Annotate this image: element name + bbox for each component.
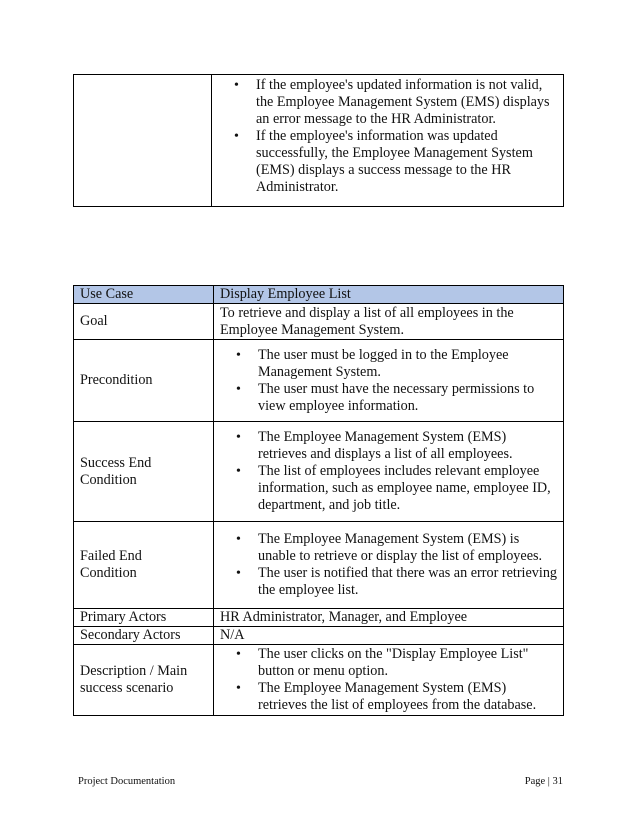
row-use-case: [74, 286, 564, 304]
row-success-end: [74, 422, 564, 522]
footer-title: Project Documentation: [78, 776, 176, 787]
bullet-item: • The user must be logged in to the Employee Management System.: [258, 347, 557, 381]
bullet-item: • The user must have the necessary permissions to view employee information.: [258, 381, 557, 415]
use-case-table: [73, 285, 564, 716]
value-description: [214, 645, 564, 716]
bullet-item: • If the employee's updated information is not valid, the Employee Management System (EMS) displays an error message to the HR Administrator.: [256, 77, 557, 128]
continued-row: [74, 75, 564, 207]
bullet-item: • The Employee Management System (EMS) retrieves the list of employees from the database.: [258, 680, 557, 714]
label-success-end: Success End Condition: [74, 422, 214, 522]
row-secondary-actors: [74, 627, 564, 645]
value-goal: To retrieve and display a list of all employees in the Employee Management System.: [214, 304, 564, 340]
bullet-item: • The user is notified that there was an error retrieving the employee list.: [258, 565, 557, 599]
bullet-item: • The Employee Management System (EMS) is unable to retrieve or display the list of employees.: [258, 531, 557, 565]
row-precondition: [74, 340, 564, 422]
label-use-case: Use Case: [74, 286, 214, 304]
label-primary-actors: Primary Actors: [74, 609, 214, 627]
row-primary-actors: [74, 609, 564, 627]
row-failed-end: [74, 522, 564, 609]
row-description: [74, 645, 564, 716]
label-secondary-actors: Secondary Actors: [74, 627, 214, 645]
label-goal: Goal: [74, 304, 214, 340]
label-description: Description / Main success scenario: [74, 645, 214, 716]
value-precondition: [214, 340, 564, 422]
value-secondary-actors: N/A: [214, 627, 564, 645]
label-failed-end: Failed End Condition: [74, 522, 214, 609]
page-number: Page | 31: [524, 776, 563, 787]
value-failed-end: [214, 522, 564, 609]
bullet-item: • The user clicks on the "Display Employee List" button or menu option.: [258, 646, 557, 680]
continued-table: [73, 74, 564, 207]
empty-cell: [74, 75, 212, 207]
bullet-item: • The Employee Management System (EMS) retrieves and displays a list of all employees.: [258, 429, 557, 463]
label-precondition: Precondition: [74, 340, 214, 422]
bullet-item: • If the employee's information was updated successfully, the Employee Management System (EMS) displays a success message to the HR Administrator.: [256, 128, 557, 196]
row-goal: [74, 304, 564, 340]
bullet-item: • The list of employees includes relevant employee information, such as employee name, employee ID, department, and job title.: [258, 463, 557, 514]
value-primary-actors: HR Administrator, Manager, and Employee: [214, 609, 564, 627]
value-use-case: Display Employee List: [214, 286, 564, 304]
continued-bullets-cell: [212, 75, 564, 207]
value-success-end: [214, 422, 564, 522]
